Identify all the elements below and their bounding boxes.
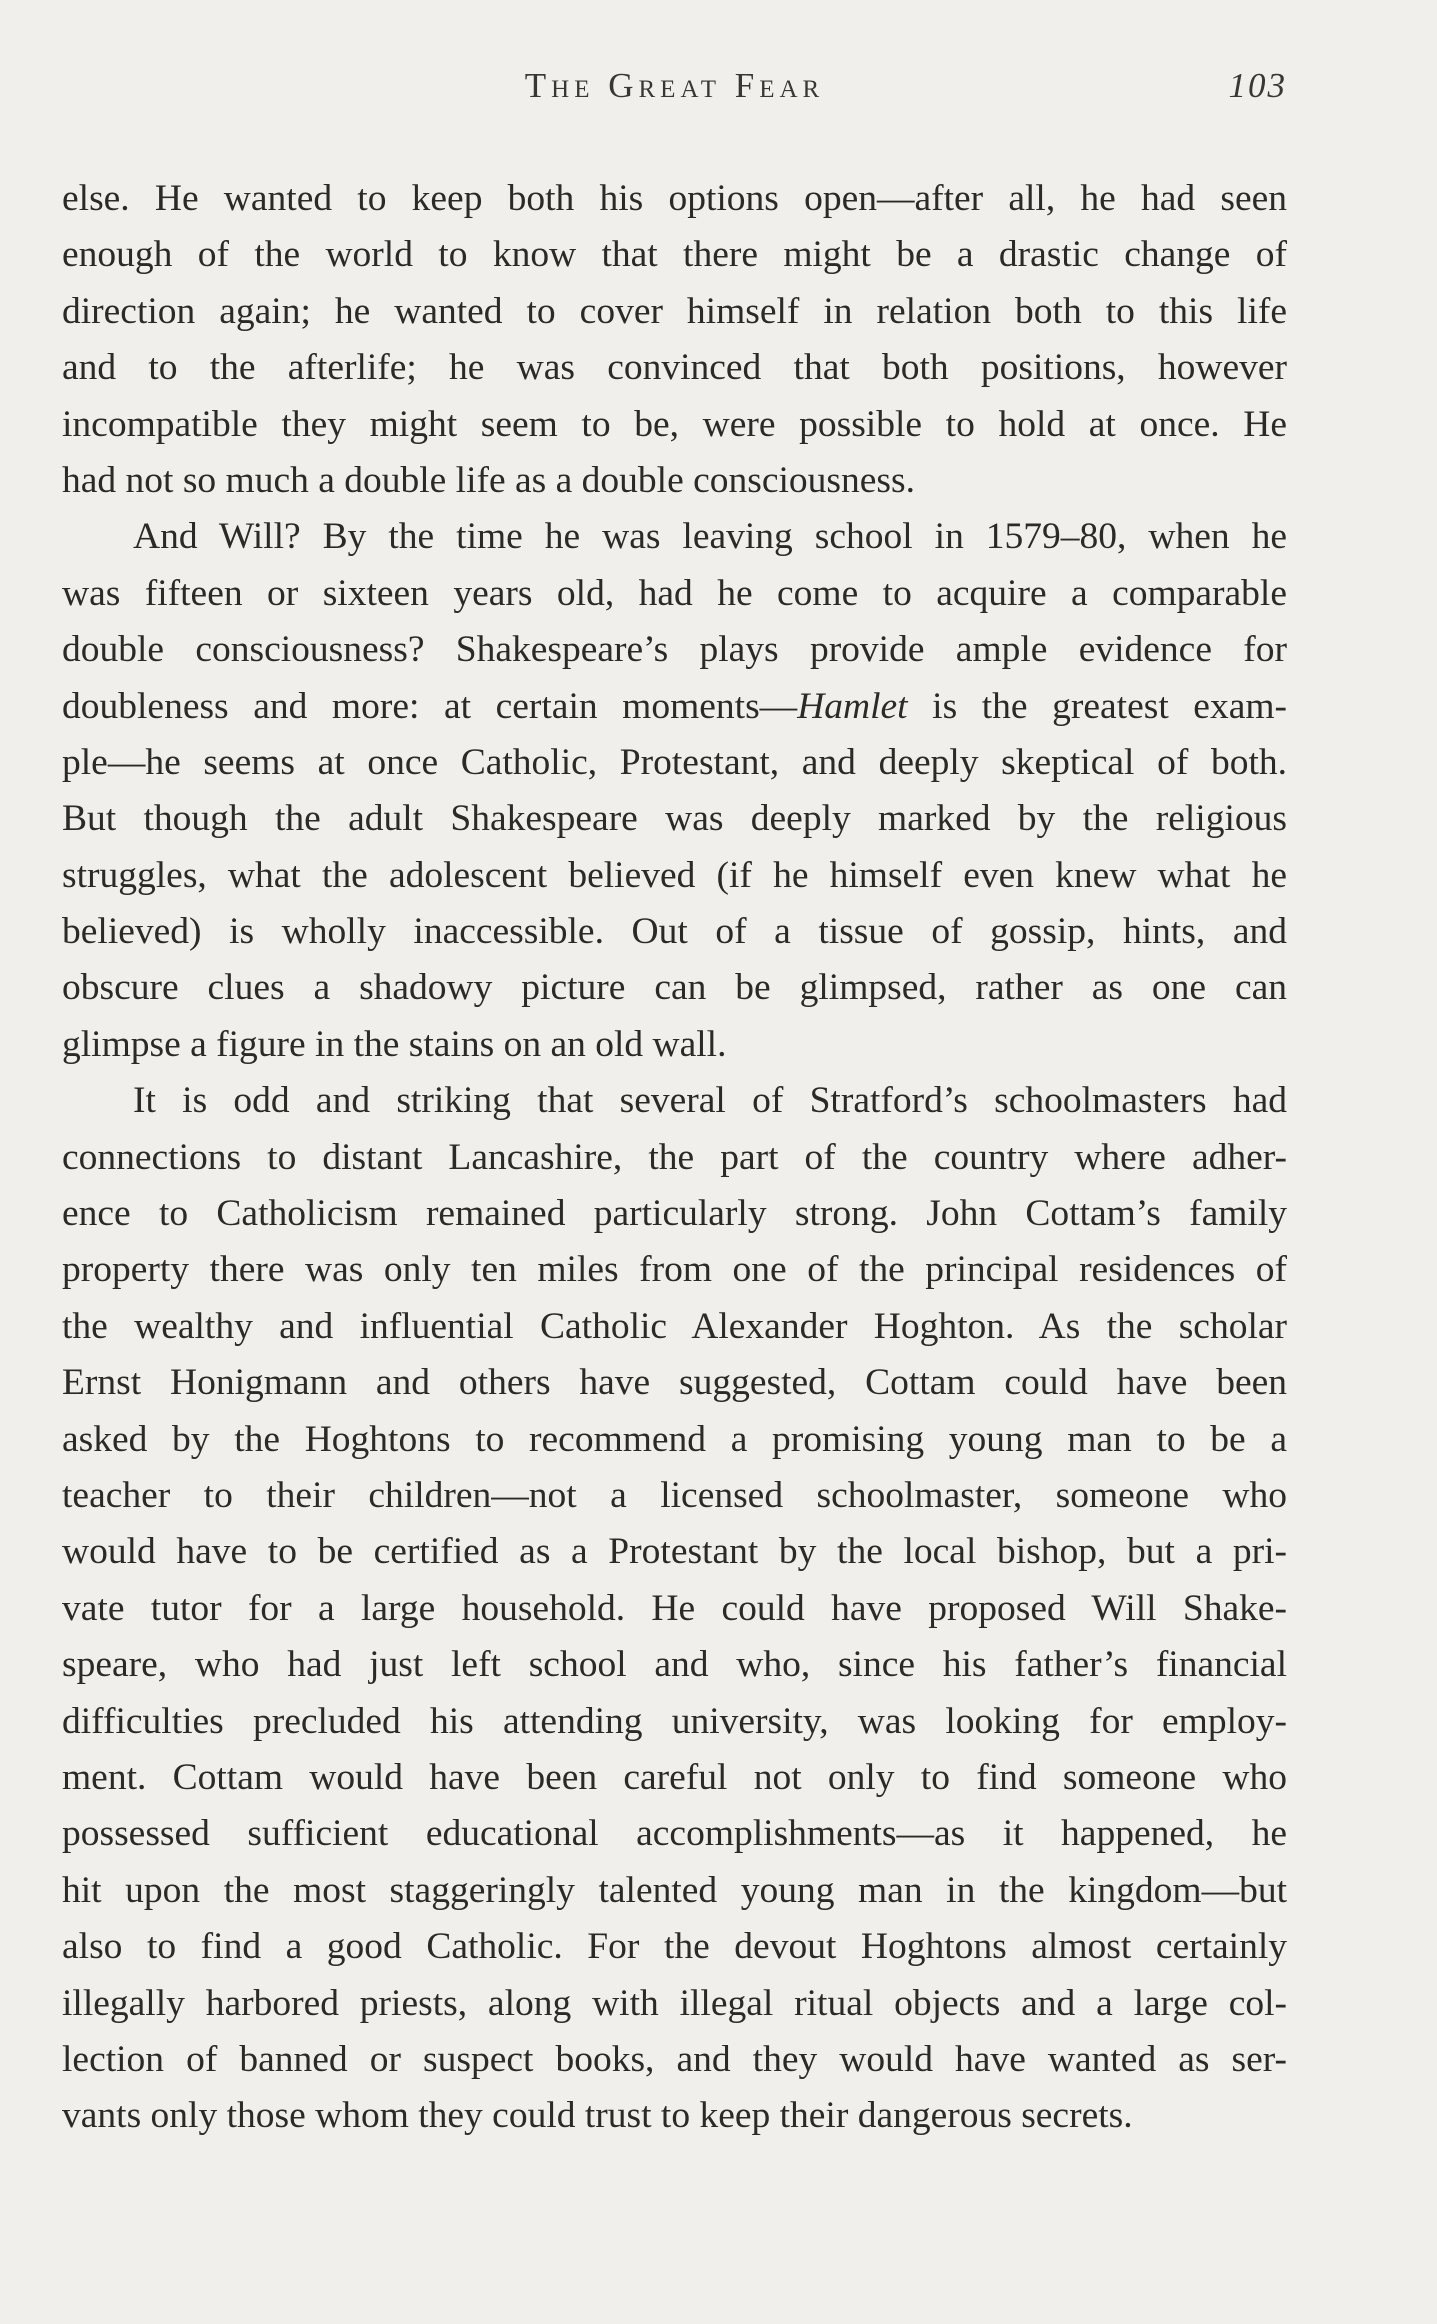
text-line: speare, who had just left school and who, since his father’s financial [62, 1644, 1287, 1686]
text-line: double consciousness? Shakespeare’s plays provide ample evidence for [62, 629, 1287, 671]
text-line: possessed sufficient educational accomplishments—as it happened, he [62, 1813, 1287, 1855]
text-line: glimpse a figure in the stains on an old wall. [62, 1023, 727, 1065]
text-line: else. He wanted to keep both his options open—after all, he had seen [62, 178, 1287, 219]
text-line: It is odd and striking that several of Stratford’s schoolmasters had [133, 1080, 1287, 1122]
text-line: direction again; he wanted to cover himself in relation both to this life [62, 290, 1287, 332]
text-line: was fifteen or sixteen years old, had he come to acquire a comparable [62, 572, 1287, 614]
text-line: would have to be certified as a Protestant by the local bishop, but a pri- [62, 1531, 1287, 1573]
text-line: the wealthy and influential Catholic Alexander Hoghton. As the scholar [62, 1305, 1287, 1347]
text-line: obscure clues a shadowy picture can be glimpsed, rather as one can [62, 967, 1287, 1009]
text-line-with-italic [62, 679, 1287, 735]
text-run: doubleness and more: at certain moments— [62, 685, 798, 727]
text-line: ment. Cottam would have been careful not only to find someone who [62, 1756, 1287, 1798]
text-line: ence to Catholicism remained particularly strong. John Cottam’s family [62, 1193, 1287, 1235]
text-line: vate tutor for a large household. He could have proposed Will Shake- [62, 1587, 1287, 1629]
text-line: and to the afterlife; he was convinced that both positions, however [62, 347, 1287, 389]
text-line: incompatible they might seem to be, were possible to hold at once. He [62, 403, 1287, 445]
text-line: believed) is wholly inaccessible. Out of a tissue of gossip, hints, and [62, 911, 1287, 953]
paragraph-3 [62, 1073, 1287, 2144]
text-line: vants only those whom they could trust to keep their dangerous secrets. [62, 2095, 1133, 2137]
page-number: 103 [1228, 66, 1287, 105]
running-title: The Great Fear [524, 66, 825, 105]
text-line: illegally harbored priests, along with illegal ritual objects and a large col- [62, 1982, 1287, 2024]
paragraph-2 [62, 509, 1287, 1073]
text-line: But though the adult Shakespeare was deeply marked by the religious [62, 798, 1287, 840]
text-line: teacher to their children—not a licensed schoolmaster, someone who [62, 1474, 1287, 1516]
text-line: had not so much a double life as a double consciousness. [62, 459, 915, 501]
paragraph-1 [62, 171, 1287, 509]
text-line: struggles, what the adolescent believed (if he himself even knew what he [62, 854, 1287, 896]
body-text [62, 171, 1287, 2145]
text-line: also to find a good Catholic. For the devout Hoghtons almost certainly [62, 1926, 1287, 1968]
text-line: And Will? By the time he was leaving school in 1579–80, when he [133, 516, 1287, 558]
running-head [62, 66, 1287, 116]
text-line: ple—he seems at once Catholic, Protestant, and deeply skeptical of both. [62, 741, 1287, 783]
text-line: difficulties precluded his attending university, was looking for employ- [62, 1700, 1287, 1742]
text-line: Ernst Honigmann and others have suggested, Cottam could have been [62, 1362, 1287, 1404]
text-line: asked by the Hoghtons to recommend a promising young man to be a [62, 1418, 1287, 1460]
text-line: enough of the world to know that there might be a drastic change of [62, 234, 1287, 276]
text-line: lection of banned or suspect books, and they would have wanted as ser- [62, 2038, 1287, 2080]
text-line: hit upon the most staggeringly talented young man in the kingdom—but [62, 1869, 1287, 1911]
italic-title: Hamlet [797, 685, 908, 727]
text-run: is the greatest exam- [907, 685, 1287, 727]
text-line: property there was only ten miles from one of the principal residences of [62, 1249, 1287, 1291]
text-line: connections to distant Lancashire, the part of the country where adher- [62, 1136, 1287, 1178]
